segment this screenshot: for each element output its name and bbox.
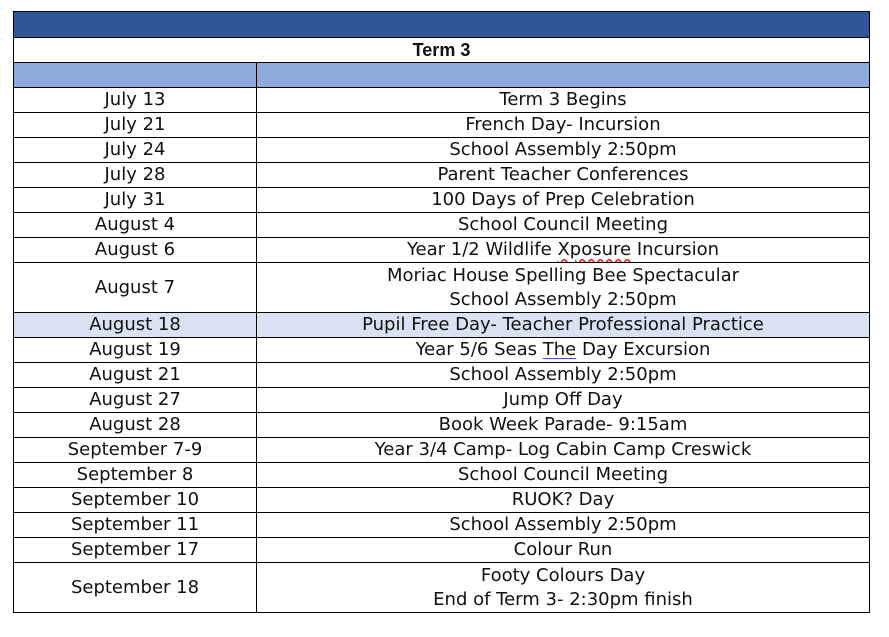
- table-row: [14, 238, 870, 263]
- date-cell: July 28: [14, 163, 257, 188]
- term-title: Term 3: [14, 38, 870, 63]
- date-cell: July 21: [14, 113, 257, 138]
- table-row: [14, 363, 870, 388]
- header-bar-cell: [14, 12, 870, 38]
- date-cell: July 13: [14, 88, 257, 113]
- term-title-row: [14, 38, 870, 63]
- event-cell: Parent Teacher Conferences: [257, 163, 870, 188]
- event-text: Day Excursion: [576, 339, 711, 360]
- term-calendar-table: [13, 11, 870, 613]
- grammar-flag-word: The: [542, 339, 577, 360]
- table-row: [14, 338, 870, 363]
- table-row: [14, 263, 870, 313]
- sub-header-event-cell: [257, 63, 870, 88]
- date-cell: August 6: [14, 238, 257, 263]
- table-row: [14, 88, 870, 113]
- event-text: Year 1/2 Wildlife: [406, 239, 558, 260]
- event-cell: School Council Meeting: [257, 213, 870, 238]
- table-row: [14, 113, 870, 138]
- date-cell: August 18: [14, 313, 257, 338]
- date-cell: September 8: [14, 463, 257, 488]
- table-row: [14, 463, 870, 488]
- table-row: [14, 413, 870, 438]
- event-cell: School Council Meeting: [257, 463, 870, 488]
- date-cell: September 18: [14, 563, 257, 613]
- event-cell: [257, 263, 870, 313]
- date-cell: August 4: [14, 213, 257, 238]
- date-cell: August 27: [14, 388, 257, 413]
- event-cell: School Assembly 2:50pm: [257, 513, 870, 538]
- table-row: [14, 188, 870, 213]
- table-row: [14, 538, 870, 563]
- date-cell: July 31: [14, 188, 257, 213]
- event-cell: Colour Run: [257, 538, 870, 563]
- date-cell: August 28: [14, 413, 257, 438]
- date-cell: August 19: [14, 338, 257, 363]
- date-cell: September 11: [14, 513, 257, 538]
- event-text: Year 5/6 Seas: [415, 339, 543, 360]
- event-cell: School Assembly 2:50pm: [257, 363, 870, 388]
- date-cell: September 10: [14, 488, 257, 513]
- date-cell: September 7-9: [14, 438, 257, 463]
- header-bar-row: [14, 12, 870, 38]
- event-cell: Term 3 Begins: [257, 88, 870, 113]
- event-cell: [257, 563, 870, 613]
- event-cell: French Day- Incursion: [257, 113, 870, 138]
- table-row: [14, 163, 870, 188]
- date-cell: July 24: [14, 138, 257, 163]
- sub-header-row: [14, 63, 870, 88]
- event-cell: [257, 338, 870, 363]
- sub-header-date-cell: [14, 63, 257, 88]
- table-row: [14, 488, 870, 513]
- table-row: [14, 513, 870, 538]
- event-cell: Year 3/4 Camp- Log Cabin Camp Creswick: [257, 438, 870, 463]
- date-cell: September 17: [14, 538, 257, 563]
- date-cell: August 21: [14, 363, 257, 388]
- table-row-highlighted: [14, 313, 870, 338]
- table-row: [14, 138, 870, 163]
- event-cell: 100 Days of Prep Celebration: [257, 188, 870, 213]
- event-cell: [257, 238, 870, 263]
- spelling-flag-word: Xposure: [557, 239, 632, 260]
- table-row: [14, 438, 870, 463]
- event-cell: Pupil Free Day- Teacher Professional Practice: [257, 313, 870, 338]
- event-text-line: School Assembly 2:50pm: [449, 288, 677, 310]
- event-text-line: End of Term 3- 2:30pm finish: [433, 588, 693, 610]
- event-text: Incursion: [631, 239, 720, 260]
- date-cell: August 7: [14, 263, 257, 313]
- table-row: [14, 213, 870, 238]
- event-cell: RUOK? Day: [257, 488, 870, 513]
- event-text-line: Footy Colours Day: [480, 564, 646, 586]
- event-cell: Jump Off Day: [257, 388, 870, 413]
- table-row: [14, 563, 870, 613]
- event-cell: Book Week Parade- 9:15am: [257, 413, 870, 438]
- event-text-line: Moriac House Spelling Bee Spectacular: [386, 264, 740, 286]
- table-row: [14, 388, 870, 413]
- event-cell: School Assembly 2:50pm: [257, 138, 870, 163]
